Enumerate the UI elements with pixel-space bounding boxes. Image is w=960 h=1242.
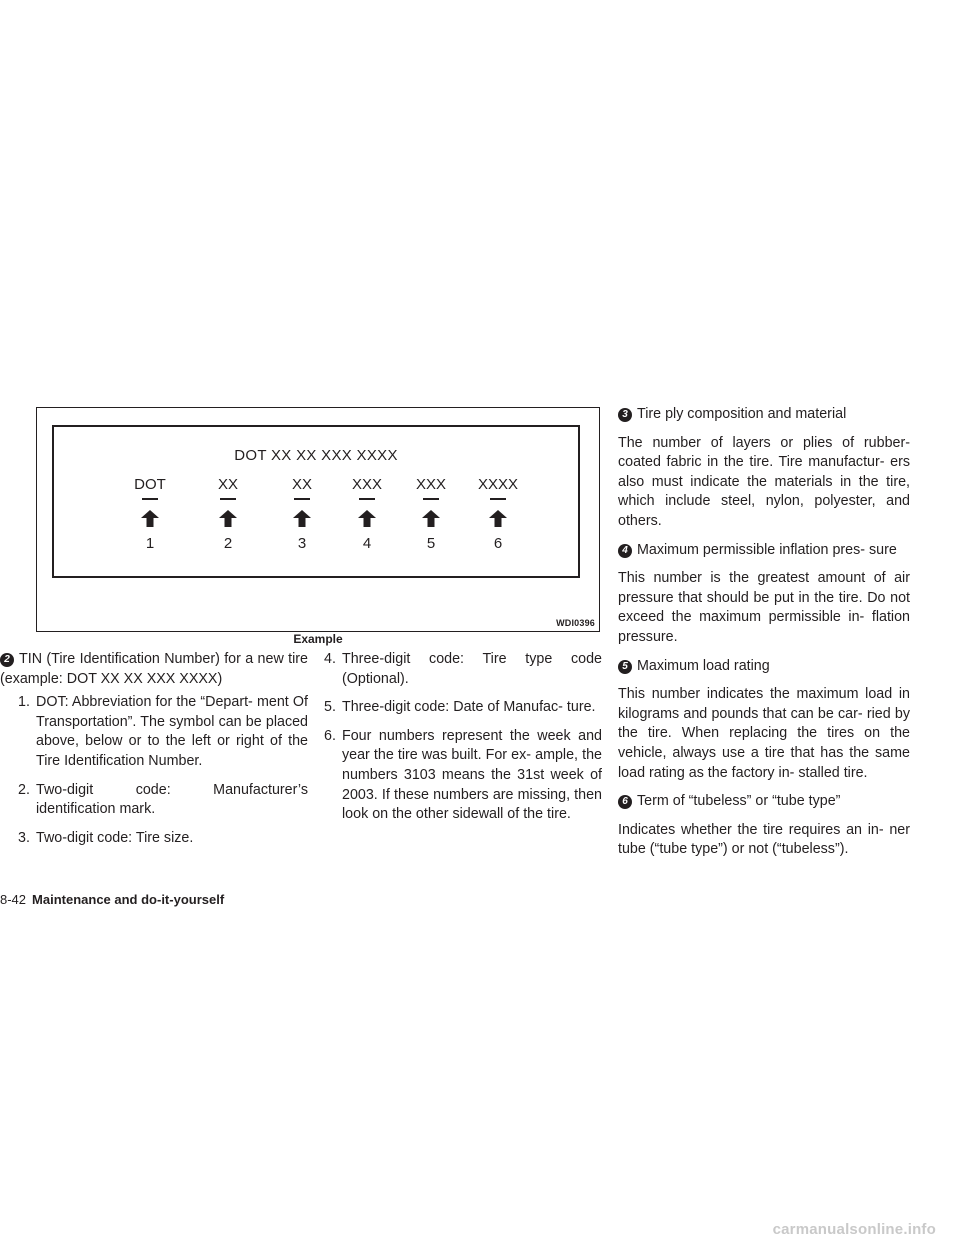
underline-bar: [220, 498, 236, 500]
tin-part-number: 4: [362, 535, 372, 552]
list-item-text: Four numbers represent the week and year the tire was built. For ex- ample, the numbers 3103 means the 31st week of 2003. If these numbers are missing, then look on the other sidewall of the tire.: [342, 727, 602, 823]
list-item: [324, 698, 602, 718]
list-item: [324, 727, 602, 825]
circled-number-icon: 2: [0, 653, 14, 667]
column-3: [618, 405, 910, 860]
list-item-text: Two-digit code: Tire size.: [36, 829, 194, 846]
section-heading: [618, 657, 910, 677]
column-1: [0, 650, 308, 848]
list-item: [18, 829, 308, 849]
section-heading-text: Tire ply composition and material: [637, 406, 847, 422]
figure-code: WDI0396: [556, 618, 595, 628]
tin-part-code: XXXX: [477, 476, 519, 493]
tin-intro: [0, 650, 308, 689]
section-heading: [618, 541, 910, 561]
list-item: [18, 693, 308, 771]
tin-part-1: [110, 477, 190, 557]
arrow-up-icon: [293, 510, 311, 527]
arrow-up-icon: [489, 510, 507, 527]
watermark: carmanualsonline.info: [772, 1221, 936, 1238]
list-item: [324, 650, 602, 689]
underline-bar: [359, 498, 375, 500]
circled-number-icon: 4: [618, 544, 632, 558]
tin-part-6: [458, 477, 538, 557]
figure-caption: Example: [293, 632, 343, 646]
tin-part-number: 5: [426, 535, 436, 552]
section-body: The number of layers or plies of rubber- coated fabric in the tire. Tire manufactur- ers also must indicate the materials in the tire, which include steel, nylon, polyester, and others.: [618, 434, 910, 529]
section-heading-text: Maximum permissible inflation pres- sure: [637, 541, 897, 558]
list-item-text: Two-digit code: Manufacturer’s identification mark.: [36, 781, 308, 818]
tin-list: [0, 693, 308, 848]
section-heading: [618, 792, 910, 812]
tin-part-number: 3: [297, 535, 307, 552]
page-footer: [0, 892, 224, 907]
tin-intro-text: TIN (Tire Identification Number) for a new tire (example: DOT XX XX XXX XXXX): [0, 651, 308, 687]
arrow-up-icon: [141, 510, 159, 527]
tin-part-code: XXX: [415, 476, 446, 493]
section-body: Indicates whether the tire requires an in- ner tube (“tube type”) or not (“tubeless”).: [618, 821, 910, 858]
tin-part-code: DOT: [134, 476, 166, 493]
section-heading-text: Term of “tubeless” or “tube type”: [637, 793, 841, 810]
circled-number-icon: 3: [618, 408, 632, 422]
list-item-number: 2.: [18, 781, 30, 798]
list-item-number: 6.: [324, 727, 336, 744]
underline-bar: [142, 498, 158, 500]
arrow-up-icon: [219, 510, 237, 527]
tin-example-figure: [36, 407, 600, 632]
tin-part-2: [188, 477, 268, 557]
tin-part-code: XX: [217, 476, 238, 493]
list-item-number: 3.: [18, 829, 30, 846]
list-item-number: 1.: [18, 694, 30, 711]
section-title: Maintenance and do-it-yourself: [32, 892, 225, 907]
tin-part-code: XXX: [351, 476, 382, 493]
list-item-text: Three-digit code: Date of Manufac- ture.: [342, 699, 596, 716]
list-item-text: Three-digit code: Tire type code (Optional).: [342, 651, 602, 687]
page-number: 8-42: [0, 892, 27, 907]
tin-part-number: 2: [223, 535, 233, 552]
circled-number-icon: 5: [618, 660, 632, 674]
tin-part-code: XX: [291, 476, 312, 493]
tin-diagram-frame: [52, 425, 580, 578]
list-item-number: 5.: [324, 699, 336, 716]
list-item-number: 4.: [324, 651, 336, 667]
tin-part-number: 6: [493, 535, 503, 552]
tin-full-code: DOT XX XX XXX XXXX: [234, 447, 398, 464]
underline-bar: [294, 498, 310, 500]
arrow-up-icon: [358, 510, 376, 527]
section-heading-text: Maximum load rating: [637, 657, 770, 674]
underline-bar: [490, 498, 506, 500]
column-2: [324, 650, 602, 825]
circled-number-icon: 6: [618, 795, 632, 809]
section-body: This number indicates the maximum load in kilograms and pounds that can be car- ried by the tire. When replacing the tires on the vehicle, always use a tire that has the same load rating as the factory in- stalled tire.: [618, 686, 910, 781]
list-item: [18, 781, 308, 820]
list-item-text: DOT: Abbreviation for the “Depart- ment Of Transportation”. The symbol can be placed above, below or to the left or right of the Tire Identification Number.: [36, 694, 308, 769]
arrow-up-icon: [422, 510, 440, 527]
section-body: This number is the greatest amount of air pressure that should be put in the tire. Do not exceed the maximum permissible in- flation pressure.: [618, 570, 910, 645]
section-heading: [618, 405, 910, 425]
underline-bar: [423, 498, 439, 500]
tin-part-number: 1: [145, 535, 155, 552]
